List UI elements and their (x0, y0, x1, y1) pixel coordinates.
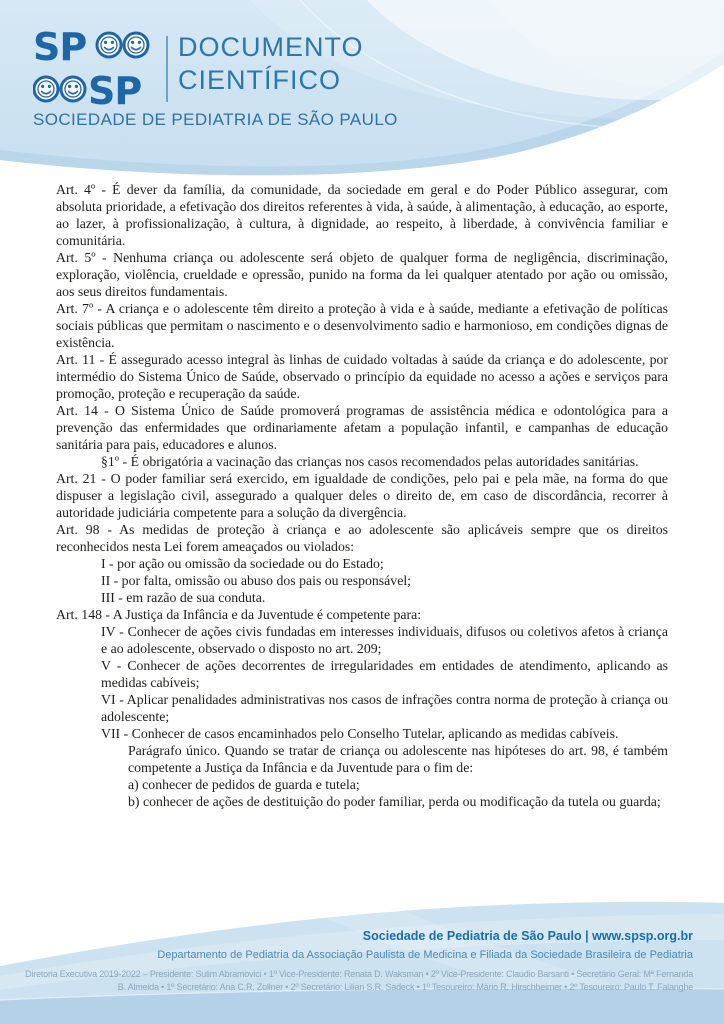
article-paragraph: Art. 14 - O Sistema Único de Saúde promoverá programas de assistência médica e odontológica para a prevenção das enfermidades que ordinariamente afetam a população infantil, e campanhas de educação sanitária para pais, educadores e alunos. (56, 403, 668, 452)
spsp-logo (33, 28, 159, 106)
logo-text-top: SP (33, 28, 87, 69)
article-paragraph: Art. 98 - As medidas de proteção à criança e ao adolescente são aplicáveis sempre que os direitos reconhecidos nesta Lei forem ameaçados ou violados: (56, 522, 668, 554)
article-paragraph: Art. 7º - A criança e o adolescente têm direito a proteção à vida e à saúde, mediante a efetivação de políticas sociais públicas que permitam o nascimento e o desenvolvimento sadio e harmonioso, em condições dignas de existência. (56, 301, 668, 350)
article-paragraph: Art. 11 - É assegurado acesso integral às linhas de cuidado voltadas à saúde da criança e do adolescente, por intermédio do Sistema Único de Saúde, observado o princípio da equidade no acesso a ações e serviços para promoção, proteção e recuperação da saúde. (56, 352, 668, 401)
footer-text-block (24, 928, 693, 993)
smiley-face-icon (61, 77, 85, 101)
document-header (0, 0, 724, 185)
article-paragraph: b) conhecer de ações de destituição do poder familiar, perda ou modificação da tutela ou guarda; (128, 794, 661, 809)
article-paragraph: IV - Conhecer de ações civis fundadas em interesses individuais, difusos ou coletivos afetos à criança e ao adolescente, observado o disposto no art. 209; (101, 624, 668, 656)
logo-title-separator (166, 36, 168, 102)
document-title-line1: DOCUMENTO (178, 32, 364, 62)
footer-society-url: Sociedade de Pediatria de São Paulo | www.spsp.org.br (362, 929, 693, 943)
article-paragraph: I - por ação ou omissão da sociedade ou do Estado; (101, 556, 384, 571)
smiley-face-icon (34, 77, 58, 101)
article-paragraph: a) conhecer de pedidos de guarda e tutela; (128, 777, 360, 792)
document-footer (0, 894, 724, 1024)
society-name: SOCIEDADE DE PEDIATRIA DE SÃO PAULO (33, 110, 398, 129)
article-paragraph: Art. 148 - A Justiça da Infância e da Juventude é competente para: (56, 607, 422, 622)
article-paragraph: II - por falta, omissão ou abuso dos pais ou responsável; (101, 573, 411, 588)
article-paragraph: Art. 5º - Nenhuma criança ou adolescente será objeto de qualquer forma de negligência, discriminação, exploração, violência, crueldade e opressão, punido na forma da lei qualquer atentado por ação ou omissão, aos seus direitos fundamentais. (56, 250, 668, 299)
document-title-line2: CIENTÍFICO (178, 65, 341, 95)
footer-department-line: Departamento de Pediatria da Associação Paulista de Medicina e Filiada da Sociedade Brasileira de Pediatria (157, 949, 693, 961)
article-paragraph: §1º - É obrigatória a vacinação das crianças nos casos recomendados pelas autoridades sanitárias. (101, 454, 639, 469)
article-paragraph: III - em razão de sua conduta. (101, 590, 266, 605)
smiley-face-icon (124, 33, 148, 57)
article-paragraph: VI - Aplicar penalidades administrativas nos casos de infrações contra norma de proteção à criança ou adolescente; (101, 692, 668, 724)
document-title (178, 31, 364, 97)
article-paragraph: Parágrafo único. Quando se tratar de criança ou adolescente nas hipóteses do art. 98, é também competente a Justiça da Infância e da Juventude para o fim de: (128, 743, 668, 775)
article-paragraph: Art. 4º - É dever da família, da comunidade, da sociedade em geral e do Poder Público assegurar, com absoluta prioridade, a efetivação dos direitos referentes à vida, à saúde, à alimentação, à educação, ao esporte, ao lazer, à profissionalização, à cultura, à dignidade, ao respeito, à liberdade, à convivência familiar e comunitária. (56, 182, 668, 248)
smiley-face-icon (97, 33, 121, 57)
logo-text-bottom: SP (88, 69, 142, 106)
document-body (56, 181, 668, 810)
article-paragraph: VII - Conhecer de casos encaminhados pelo Conselho Tutelar, aplicando as medidas cabíveis. (101, 726, 619, 741)
footer-directors-line: Diretoria Executiva 2019-2022 – Presidente: Sulim Abramovici • 1º Vice-Presidente: Renata D. Waksman • 2º Vice-Presidente: Claudio Barsanti • Secretário Geral: Mª Fernanda B. Almeida • 1º Secretário: Ana C.R. Zollner • 2º Secretário: Lilian S.R. Sadeck • 1º Tesoureiro: Mário R. Hirschheimer • 2º Tesoureiro: Paulo T. Falanghe (25, 969, 693, 992)
article-paragraph: V - Conhecer de ações decorrentes de irregularidades em entidades de atendimento, aplicando as medidas cabíveis; (101, 658, 668, 690)
article-paragraph: Art. 21 - O poder familiar será exercido, em igualdade de condições, pelo pai e pela mãe, na forma do que dispuser a legislação civil, assegurado a qualquer deles o direito de, em caso de discordância, recorrer à autoridade judiciária competente para a solução da divergência. (56, 471, 668, 520)
